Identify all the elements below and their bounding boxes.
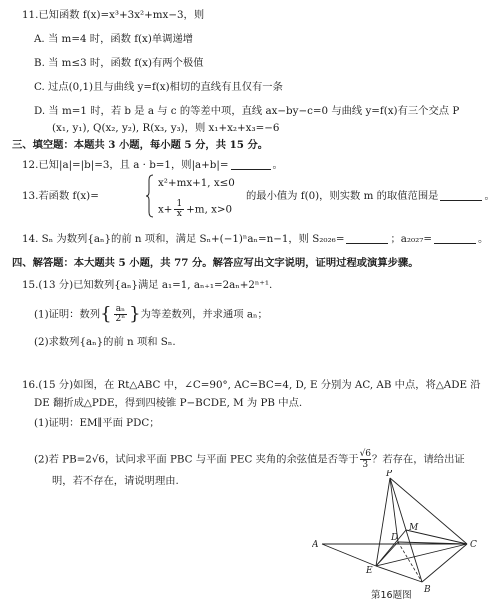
label-m: M <box>409 523 419 533</box>
q12-answer-blank[interactable] <box>231 159 271 170</box>
q15-stem: 15.(13 分)已知数列{aₙ}满足 a₁=1, aₙ₊₁=2aₙ+2ⁿ⁺¹. <box>22 279 273 291</box>
q13-case-2-a: x+ <box>158 203 173 216</box>
q16-part-2-cont: 明，若不存在，请说明理由. <box>52 475 179 487</box>
edge-eb <box>376 566 422 582</box>
q16-fraction <box>360 449 371 470</box>
edge-ae <box>322 544 376 566</box>
q11-option-c: C. 过点(0,1)且与曲线 y=f(x)相切的直线有且仅有一条 <box>34 81 283 93</box>
q11-option-b: B. 当 m≤3 时，函数 f(x)有两个极值 <box>34 57 204 69</box>
label-p: P <box>386 470 393 479</box>
q13-frac-num: 1 <box>176 199 183 209</box>
q11-option-d: D. 当 m=1 时，若 b 是 a 与 c 的等差中项，直线 ax−by−c=0 与曲线 y=f(x)有三个交点 P <box>34 105 460 117</box>
figure-caption: 第16题图 <box>371 590 412 601</box>
q15-p1-pre: (1)证明：数列 <box>34 308 101 321</box>
brace-icon <box>146 174 154 218</box>
label-a: A <box>312 540 319 550</box>
q13-frac-den: x <box>176 209 182 219</box>
edge-db-dashed <box>398 542 422 582</box>
q13-case-1: x²+mx+1, x≤0 <box>158 177 235 189</box>
label-b: B <box>424 585 431 595</box>
q16-part-1: (1)证明：EM∥平面 PDC； <box>34 417 160 429</box>
label-c: C <box>470 540 477 550</box>
q12-end: 。 <box>272 159 283 171</box>
section-fill-in-header: 三、填空题：本题共 3 小题，每小题 5 分，共 15 分。 <box>12 139 269 151</box>
q14-answer-blank-1[interactable] <box>346 233 388 244</box>
q15-part-2: (2)求数列{aₙ}的前 n 项和 Sₙ. <box>34 336 176 348</box>
q13-pre: 13.若函数 f(x)= <box>22 190 99 202</box>
q13-answer-blank[interactable] <box>440 190 482 201</box>
q13-post: 的最小值为 f(0)，则实数 m 的取值范围是 <box>246 190 439 202</box>
q14 <box>22 232 488 246</box>
q11-option-a: A. 当 m=4 时，函数 f(x)单调递增 <box>34 33 194 45</box>
section-solution-header: 四、解答题：本大题共 5 小题，共 77 分。解答应写出文字说明，证明过程或演算步骤。 <box>12 257 419 269</box>
q16-stem-2: DE 翻折成△PDE，得到四棱锥 P−BCDE, M 为 PB 中点. <box>34 397 303 409</box>
q15-brace-right: } <box>129 303 141 325</box>
q15-brace-left: { <box>100 303 112 325</box>
q13-case-2 <box>158 200 232 219</box>
q16-part-2 <box>34 449 465 470</box>
q15-p1-post: 为等差数列，并求通项 aₙ； <box>140 308 268 321</box>
q16-p2-post: ？若存在，请给出证 <box>372 453 465 466</box>
q11-option-d-cont: (x₁, y₁), Q(x₂, y₂), R(x₃, y₃)，则 x₁+x₂+x₃=−6 <box>52 122 280 134</box>
q11-stem: 11.已知函数 f(x)=x³+3x²+mx−3，则 <box>22 9 205 21</box>
q14-mid: ；a₂₀₂₇= <box>390 233 433 245</box>
q14-text: 14. Sₙ 为数列{aₙ}的前 n 项和，满足 Sₙ+(−1)ⁿaₙ=n−1，则 S₂₀₂₆= <box>22 233 345 245</box>
q14-answer-blank-2[interactable] <box>434 233 476 244</box>
q16-p2-pre: (2)若 PB=2√6，试问求平面 PBC 与平面 PEC 夹角的余弦值是否等于 <box>34 453 359 466</box>
q13-tail <box>246 189 495 203</box>
q12 <box>22 158 283 172</box>
q16-frac-den: 3 <box>362 460 369 470</box>
q15-frac-num: aₙ <box>114 305 128 315</box>
q15-frac-den: 2ⁿ <box>115 314 126 324</box>
q12-text: 12.已知|a|=|b|=3，且 a · b=1，则|a+b|= <box>22 159 229 171</box>
pyramid-figure <box>312 470 494 602</box>
edge-pc <box>390 478 467 544</box>
q13-fraction <box>174 200 184 219</box>
q15-fraction <box>114 305 128 324</box>
q13-end: 。 <box>484 190 495 202</box>
q16-stem-1: 16.(15 分)如图，在 Rt△ABC 中，∠C=90°, AC=BC=4, D, E 分别为 AC, AB 中点，将△ADE 沿 <box>22 379 481 391</box>
label-e: E <box>366 566 373 576</box>
q15-part-1 <box>34 305 268 324</box>
q14-end: 。 <box>478 233 489 245</box>
q16-frac-num: √6 <box>359 449 372 459</box>
label-d: D <box>391 533 399 543</box>
q13-case-2-b: +m, x>0 <box>186 203 233 216</box>
